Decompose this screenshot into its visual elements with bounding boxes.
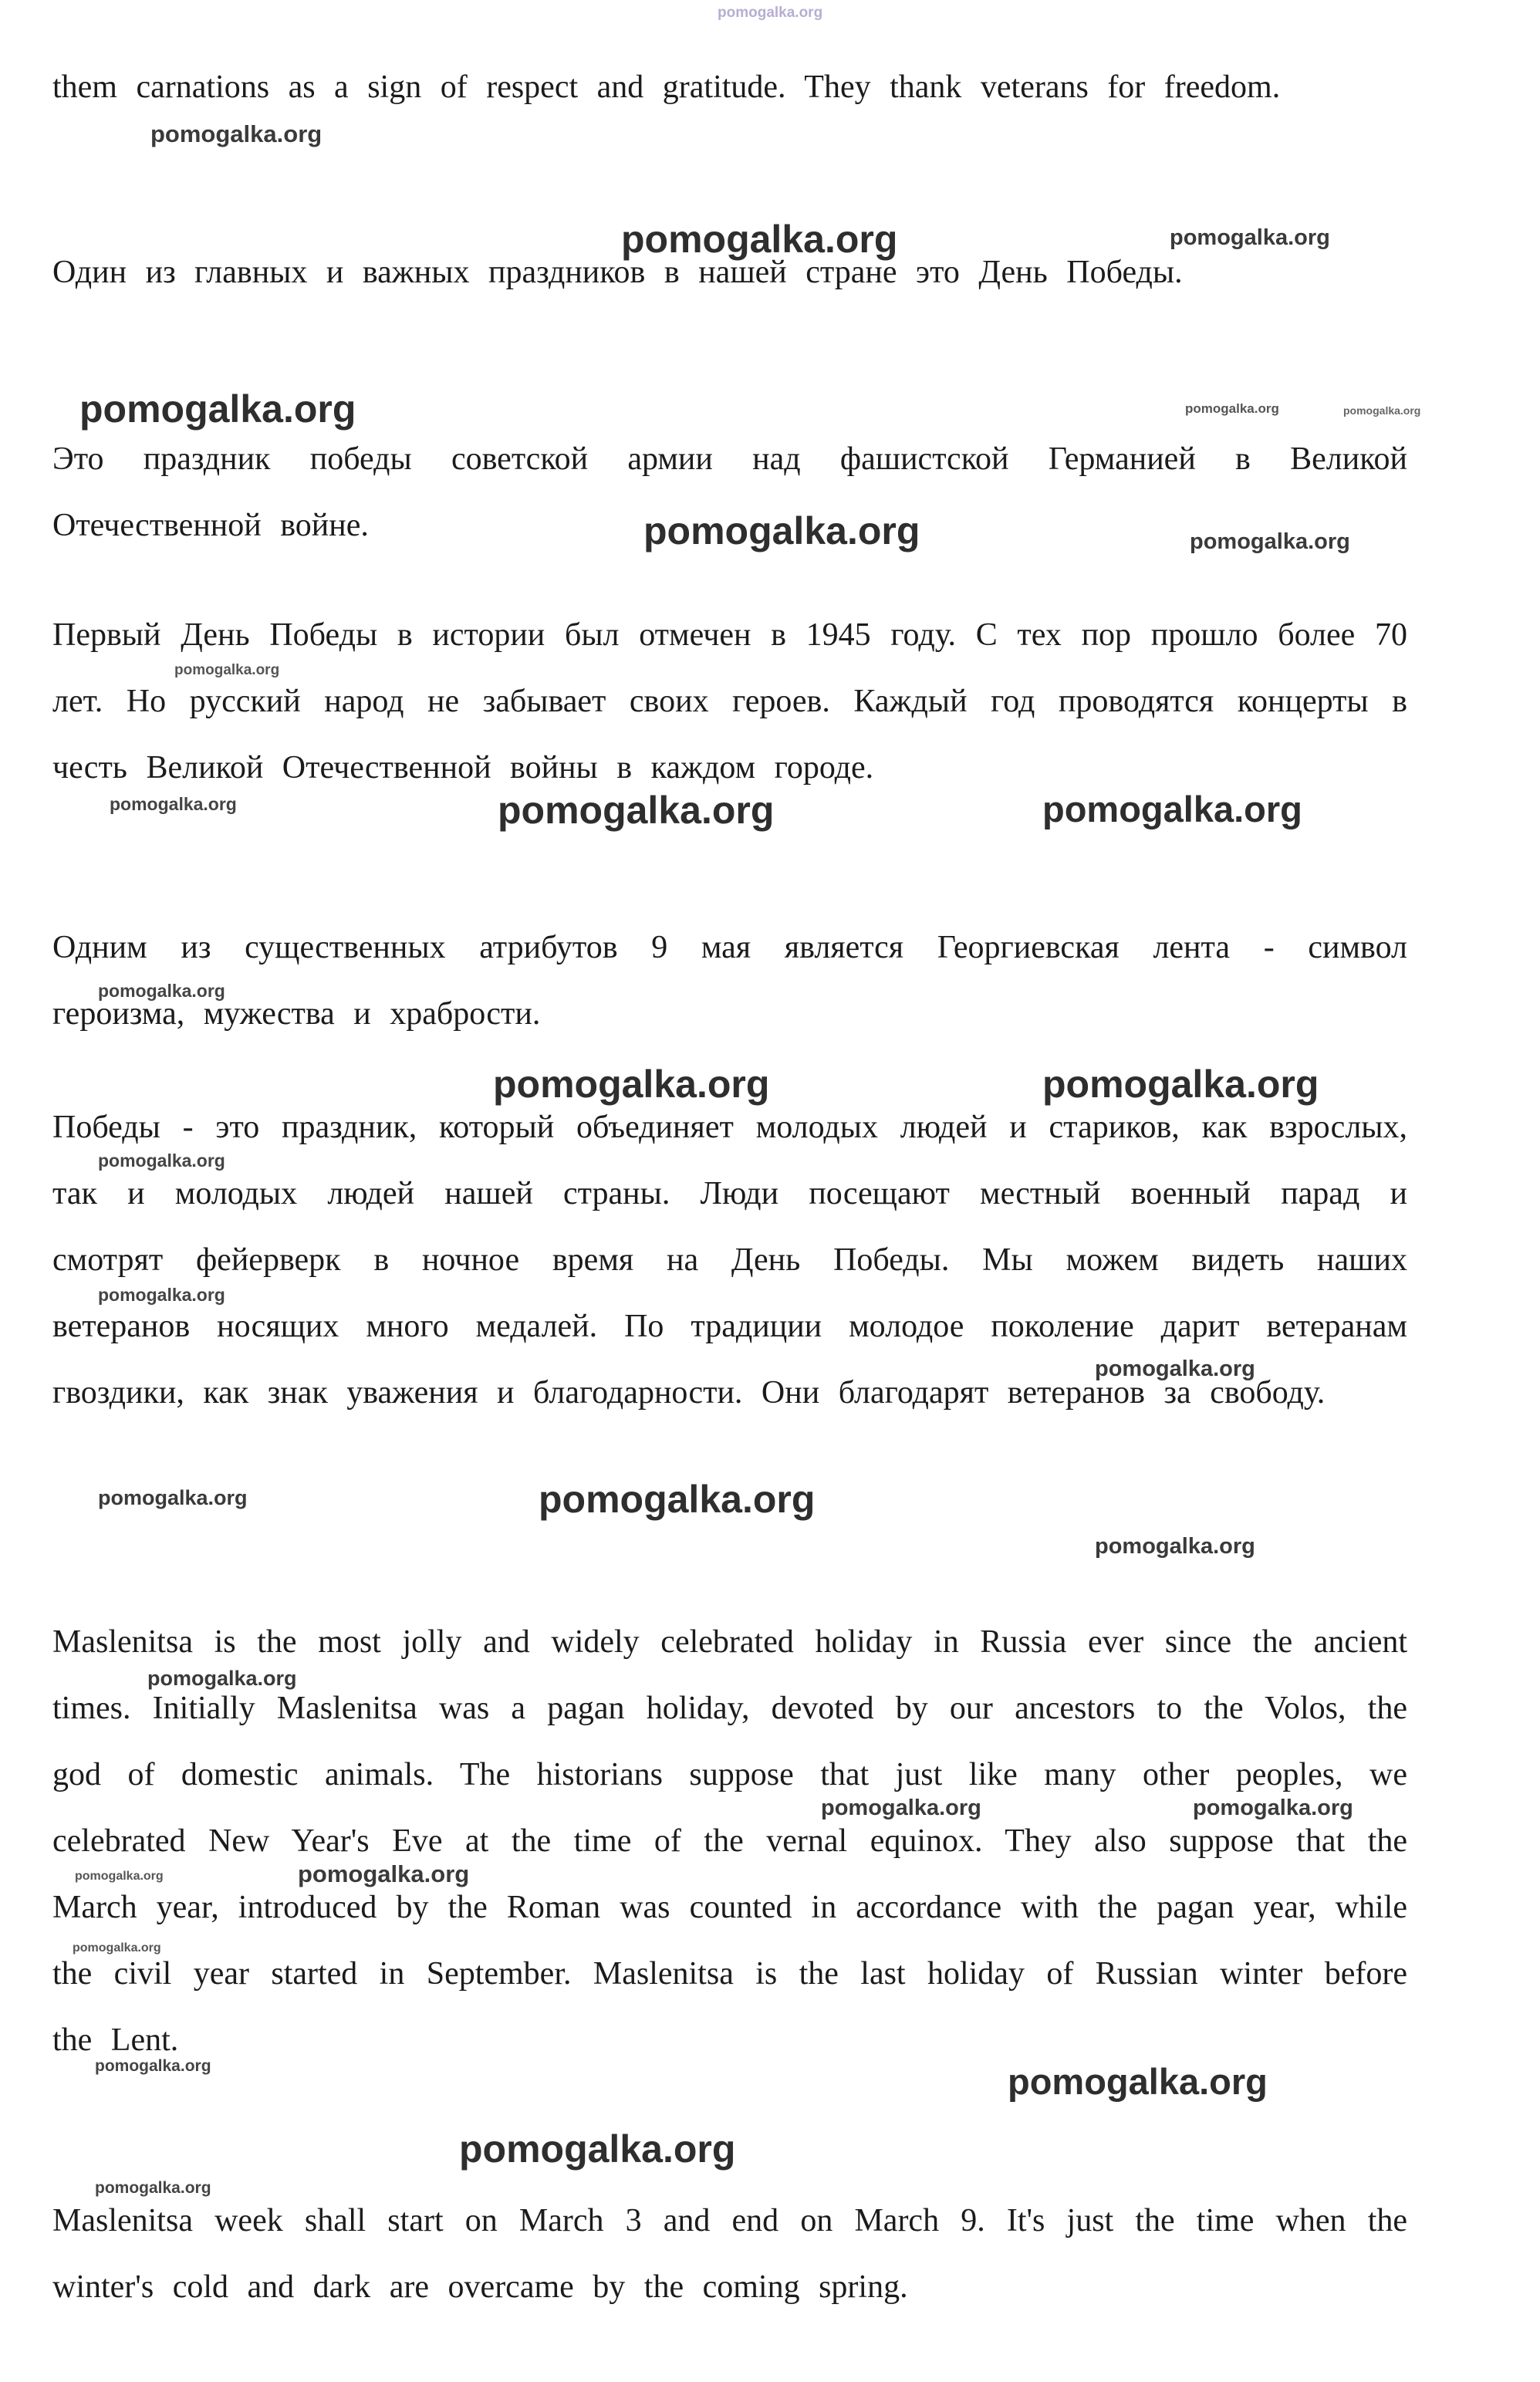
watermark-text: pomogalka.org [539, 1478, 816, 1521]
watermark-text: pomogalka.org [1190, 529, 1350, 554]
watermark-text: pomogalka.org [98, 1486, 248, 1509]
watermark-text: pomogalka.org [98, 1285, 225, 1305]
watermark-text: pomogalka.org [718, 5, 823, 21]
paragraph-ru-victory-day-3: Первый День Победы в истории был отмечен в 1945 году. С тех пор прошло более 70 лет. Но русский народ не забывает своих героев. Каждый год проводятся концерты в честь Великой Отечественной войны в каждом городе. [52, 617, 1407, 786]
watermark-text: pomogalka.org [1170, 225, 1330, 250]
paragraph-ru-victory-day-4: Победы - это праздник, который объединяет молодых людей и стариков, как взрослых, так и молодых людей нашей страны. Люди посещают местный военный парад и смотрят фейерверк в ночное время на День Победы. Мы можем видеть наших ветеранов носящих много медалей. По традиции молодое поколение дарит ветеранам гвоздики, как знак уважения и благодарности. Они благодарят ветеранов за свободу. [52, 1110, 1407, 1411]
watermark-text: pomogalka.org [1193, 1796, 1353, 1820]
watermark-text: pomogalka.org [79, 387, 356, 431]
watermark-text: pomogalka.org [98, 981, 225, 1001]
watermark-text: pomogalka.org [95, 2057, 211, 2075]
watermark-text: pomogalka.org [1343, 404, 1421, 417]
watermark-text: pomogalka.org [298, 1860, 470, 1887]
paragraph-en-maslenitsa-2: Maslenitsa week shall start on March 3 and end on March 9. It's just the time when the winter's cold and dark are overcame by the coming spring. [52, 2203, 1407, 2305]
watermark-text: pomogalka.org [147, 1667, 297, 1690]
watermark-text: pomogalka.org [1095, 1357, 1255, 1381]
watermark-text: pomogalka.org [174, 662, 280, 678]
watermark-text: pomogalka.org [821, 1796, 981, 1820]
paragraph-ru-victory-day-2: Это праздник победы советской армии над фашистской Германией в Великой Отечественной войне. [52, 441, 1407, 543]
paragraph-ru-georgian-ribbon: Одним из существенных атрибутов 9 мая является Георгиевская лента - символ героизма, мужества и храбрости. [52, 930, 1407, 1032]
watermark-text: pomogalka.org [110, 794, 237, 814]
watermark-text: pomogalka.org [95, 2179, 211, 2197]
watermark-text: pomogalka.org [98, 1150, 225, 1171]
watermark-text: pomogalka.org [493, 1063, 770, 1106]
watermark-text: pomogalka.org [1185, 401, 1279, 416]
paragraph-ru-victory-day-1: Один из главных и важных праздников в нашей стране это День Победы. [52, 255, 1183, 290]
watermark-text: pomogalka.org [1042, 789, 1302, 829]
watermark-text: pomogalka.org [150, 120, 323, 147]
watermark-text: pomogalka.org [73, 1941, 161, 1955]
watermark-text: pomogalka.org [1095, 1534, 1255, 1559]
watermark-text: pomogalka.org [621, 218, 898, 261]
watermark-text: pomogalka.org [1042, 1063, 1319, 1106]
watermark-text: pomogalka.org [1008, 2061, 1268, 2102]
watermark-text: pomogalka.org [643, 509, 920, 552]
watermark-text: pomogalka.org [75, 1870, 164, 1883]
paragraph-en-maslenitsa-1: Maslenitsa is the most jolly and widely celebrated holiday in Russia ever since the ancient times. Initially Maslenitsa was a pagan holiday, devoted by our ancestors to the Volos, the god of domestic animals. The historians suppose that just like many other peoples, we celebrated New Year's Eve at the time of the vernal equinox. They also suppose that the March year, introduced by the Roman was counted in accordance with the pagan year, while the civil year started in September. Maslenitsa is the last holiday of Russian winter before the Lent. [52, 1624, 1407, 2058]
paragraph-en-conclusion: them carnations as a sign of respect and gratitude. They thank veterans for freedom. [52, 69, 1281, 105]
watermark-text: pomogalka.org [498, 789, 775, 832]
watermark-text: pomogalka.org [459, 2127, 736, 2171]
